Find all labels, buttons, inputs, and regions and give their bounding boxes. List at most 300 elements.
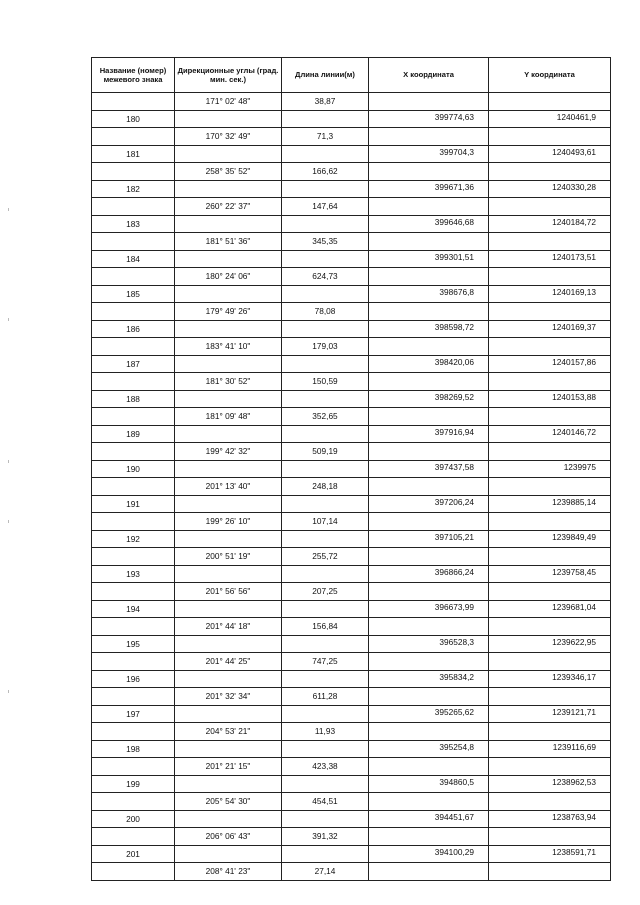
direction-angle-cell [175,320,282,338]
x-coordinate-text: 394860,5 [439,776,474,787]
mark-name-text: 187 [126,358,140,369]
line-length-cell [282,478,369,496]
mark-name-text: 192 [126,533,140,544]
x-coordinate-text: 394100,29 [434,846,474,857]
y-coordinate-cell [489,548,611,566]
direction-angle-text: 201° 44' 18" [205,621,251,632]
mark-name-cell [92,110,175,128]
y-coordinate-text: 1240169,37 [552,321,596,332]
line-length-cell [282,513,369,531]
y-coordinate-cell [489,425,611,443]
line-length-text: 107,14 [312,516,338,527]
mark-name-cell [92,758,175,776]
segment-row [92,128,611,146]
line-length-cell [282,198,369,216]
x-coordinate-cell [369,338,489,356]
line-length-cell [282,145,369,163]
x-coordinate-cell [369,425,489,443]
mark-name-cell [92,565,175,583]
line-length-cell [282,565,369,583]
line-length-text: 391,32 [312,831,338,842]
point-row [92,285,611,303]
point-row [92,145,611,163]
line-length-cell [282,723,369,741]
direction-angle-cell [175,670,282,688]
line-length-cell [282,285,369,303]
segment-row [92,233,611,251]
x-coordinate-cell [369,390,489,408]
mark-name-text: 196 [126,673,140,684]
x-coordinate-cell [369,145,489,163]
segment-row [92,198,611,216]
direction-angle-text: 201° 21' 15" [205,761,251,772]
line-length-cell [282,408,369,426]
line-length-cell [282,180,369,198]
direction-angle-cell [175,408,282,426]
mark-name-cell [92,303,175,321]
mark-name-cell [92,268,175,286]
x-coordinate-cell [369,845,489,863]
line-length-cell [282,758,369,776]
direction-angle-cell [175,618,282,636]
mark-name-text: 193 [126,568,140,579]
scan-artifact [8,520,9,523]
direction-angle-cell [175,460,282,478]
segment-row [92,513,611,531]
y-coordinate-cell [489,355,611,373]
segment-row [92,93,611,111]
mark-name-cell [92,478,175,496]
direction-angle-text: 201° 56' 56" [205,586,251,597]
line-length-cell [282,425,369,443]
mark-name-cell [92,495,175,513]
y-coordinate-cell [489,670,611,688]
direction-angle-cell [175,758,282,776]
scan-artifact [8,318,9,321]
y-coordinate-cell [489,408,611,426]
line-length-text: 207,25 [312,586,338,597]
y-coordinate-cell [489,810,611,828]
direction-angle-cell [175,215,282,233]
y-coordinate-text: 1239885,14 [552,496,596,507]
y-coordinate-cell [489,775,611,793]
mark-name-text: 191 [126,498,140,509]
y-coordinate-text: 1240184,72 [552,216,596,227]
x-coordinate-cell [369,285,489,303]
direction-angle-cell [175,530,282,548]
y-coordinate-cell [489,250,611,268]
direction-angle-cell [175,828,282,846]
x-coordinate-cell [369,495,489,513]
x-coordinate-cell [369,828,489,846]
mark-name-cell [92,338,175,356]
direction-angle-text: 204° 53' 21" [205,726,251,737]
x-coordinate-cell [369,810,489,828]
mark-name-text: 200 [126,813,140,824]
direction-angle-text: 200° 51' 19" [205,551,251,562]
line-length-text: 255,72 [312,551,338,562]
x-coordinate-text: 396866,24 [434,566,474,577]
line-length-text: 71,3 [316,131,334,142]
point-row [92,775,611,793]
x-coordinate-cell [369,110,489,128]
direction-angle-text: 170° 32' 49" [205,131,251,142]
y-coordinate-text: 1239681,04 [552,601,596,612]
x-coordinate-cell [369,215,489,233]
mark-name-cell [92,285,175,303]
line-length-cell [282,635,369,653]
x-coordinate-cell [369,688,489,706]
x-coordinate-cell [369,548,489,566]
table-body [92,93,611,881]
point-row [92,810,611,828]
mark-name-cell [92,233,175,251]
segment-row [92,478,611,496]
y-coordinate-cell [489,653,611,671]
x-coordinate-cell [369,460,489,478]
mark-name-cell [92,670,175,688]
mark-name-cell [92,810,175,828]
table-header-row [92,58,611,93]
mark-name-text: 190 [126,463,140,474]
line-length-cell [282,793,369,811]
mark-name-cell [92,793,175,811]
direction-angle-cell [175,845,282,863]
y-coordinate-cell [489,145,611,163]
line-length-cell [282,355,369,373]
mark-name-cell [92,443,175,461]
line-length-text: 156,84 [312,621,338,632]
x-coordinate-cell [369,758,489,776]
x-coordinate-text: 399774,63 [434,111,474,122]
y-coordinate-cell [489,583,611,601]
mark-name-cell [92,635,175,653]
mark-name-cell [92,828,175,846]
direction-angle-text: 260° 22' 37" [205,201,251,212]
mark-name-cell [92,600,175,618]
segment-row [92,688,611,706]
direction-angle-text: 205° 54' 30" [205,796,251,807]
direction-angle-cell [175,723,282,741]
direction-angle-text: 201° 13' 40" [205,481,251,492]
direction-angle-cell [175,810,282,828]
y-coordinate-text: 1240169,13 [552,286,596,297]
mark-name-cell [92,548,175,566]
y-coordinate-cell [489,513,611,531]
line-length-cell [282,688,369,706]
y-coordinate-cell [489,478,611,496]
mark-name-cell [92,583,175,601]
direction-angle-text: 171° 02' 48" [205,96,251,107]
line-length-text: 78,08 [314,306,336,317]
segment-row [92,723,611,741]
mark-name-cell [92,530,175,548]
x-coordinate-text: 394451,67 [434,811,474,822]
x-coordinate-cell [369,705,489,723]
x-coordinate-text: 395254,8 [439,741,474,752]
y-coordinate-text: 1240146,72 [552,426,596,437]
direction-angle-text: 206° 06' 43" [205,831,251,842]
line-length-text: 611,28 [312,691,338,702]
line-length-cell [282,548,369,566]
line-length-cell [282,863,369,881]
y-coordinate-text: 1240493,61 [552,146,596,157]
point-row [92,355,611,373]
y-coordinate-text: 1239622,95 [552,636,596,647]
line-length-text: 747,25 [312,656,338,667]
direction-angle-cell [175,635,282,653]
direction-angle-text: 199° 26' 10" [205,516,251,527]
line-length-cell [282,460,369,478]
direction-angle-cell [175,163,282,181]
point-row [92,390,611,408]
direction-angle-cell [175,198,282,216]
y-coordinate-cell [489,338,611,356]
mark-name-cell [92,460,175,478]
direction-angle-text: 258° 35' 52" [205,166,251,177]
scan-artifact [8,460,9,463]
segment-row [92,793,611,811]
x-coordinate-cell [369,600,489,618]
direction-angle-cell [175,653,282,671]
line-length-cell [282,443,369,461]
direction-angle-text: 181° 30' 52" [205,376,251,387]
direction-angle-cell [175,338,282,356]
mark-name-text: 184 [126,253,140,264]
segment-row [92,443,611,461]
direction-angle-text: 201° 32' 34" [205,691,251,702]
direction-angle-text: 180° 24' 06" [205,271,251,282]
direction-angle-cell [175,145,282,163]
mark-name-text: 182 [126,183,140,194]
x-coordinate-cell [369,250,489,268]
point-row [92,495,611,513]
direction-angle-cell [175,443,282,461]
mark-name-cell [92,355,175,373]
segment-row [92,373,611,391]
y-coordinate-cell [489,215,611,233]
line-length-cell [282,390,369,408]
y-coordinate-cell [489,268,611,286]
y-coordinate-text: 1238763,94 [552,811,596,822]
direction-angle-cell [175,705,282,723]
header-line-length: Длина линии(м) [282,58,369,93]
mark-name-cell [92,653,175,671]
y-coordinate-cell [489,530,611,548]
x-coordinate-cell [369,93,489,111]
y-coordinate-cell [489,705,611,723]
mark-name-cell [92,128,175,146]
x-coordinate-text: 397437,58 [434,461,474,472]
direction-angle-text: 181° 51' 36" [205,236,251,247]
y-coordinate-cell [489,110,611,128]
y-coordinate-cell [489,285,611,303]
y-coordinate-cell [489,180,611,198]
y-coordinate-cell [489,303,611,321]
point-row [92,530,611,548]
y-coordinate-cell [489,863,611,881]
line-length-text: 345,35 [312,236,338,247]
x-coordinate-text: 397206,24 [434,496,474,507]
x-coordinate-cell [369,355,489,373]
x-coordinate-cell [369,443,489,461]
x-coordinate-cell [369,583,489,601]
line-length-cell [282,303,369,321]
x-coordinate-cell [369,478,489,496]
line-length-cell [282,495,369,513]
point-row [92,180,611,198]
line-length-cell [282,163,369,181]
segment-row [92,268,611,286]
line-length-cell [282,653,369,671]
line-length-cell [282,128,369,146]
line-length-text: 423,38 [312,761,338,772]
line-length-cell [282,338,369,356]
x-coordinate-cell [369,513,489,531]
x-coordinate-cell [369,268,489,286]
y-coordinate-text: 1239346,17 [552,671,596,682]
line-length-cell [282,583,369,601]
segment-row [92,163,611,181]
mark-name-cell [92,163,175,181]
line-length-text: 624,73 [312,271,338,282]
x-coordinate-cell [369,320,489,338]
mark-name-cell [92,215,175,233]
x-coordinate-cell [369,373,489,391]
line-length-text: 166,62 [312,166,338,177]
scan-artifact [8,208,9,211]
y-coordinate-cell [489,233,611,251]
y-coordinate-cell [489,565,611,583]
y-coordinate-cell [489,320,611,338]
y-coordinate-text: 1240330,28 [552,181,596,192]
mark-name-text: 201 [126,848,140,859]
header-mark-name: Название (номер) межевого знака [92,58,175,93]
x-coordinate-cell [369,303,489,321]
x-coordinate-cell [369,618,489,636]
mark-name-cell [92,845,175,863]
line-length-cell [282,705,369,723]
line-length-text: 352,65 [312,411,338,422]
line-length-cell [282,93,369,111]
mark-name-cell [92,688,175,706]
x-coordinate-cell [369,670,489,688]
x-coordinate-text: 399671,36 [434,181,474,192]
direction-angle-cell [175,233,282,251]
x-coordinate-cell [369,198,489,216]
line-length-cell [282,320,369,338]
line-length-text: 27,14 [314,866,336,877]
mark-name-cell [92,250,175,268]
line-length-cell [282,268,369,286]
y-coordinate-cell [489,635,611,653]
mark-name-cell [92,320,175,338]
x-coordinate-text: 399704,3 [439,146,474,157]
mark-name-text: 194 [126,603,140,614]
direction-angle-cell [175,583,282,601]
direction-angle-text: 181° 09' 48" [205,411,251,422]
segment-row [92,303,611,321]
point-row [92,320,611,338]
direction-angle-cell [175,775,282,793]
x-coordinate-cell [369,163,489,181]
mark-name-text: 195 [126,638,140,649]
y-coordinate-cell [489,93,611,111]
x-coordinate-text: 398598,72 [434,321,474,332]
direction-angle-cell [175,600,282,618]
point-row [92,110,611,128]
line-length-text: 11,93 [314,726,336,737]
y-coordinate-cell [489,688,611,706]
y-coordinate-cell [489,758,611,776]
line-length-cell [282,110,369,128]
direction-angle-cell [175,495,282,513]
y-coordinate-cell [489,443,611,461]
header-direction-angle: Дирекционные углы (град. мин. сек.) [175,58,282,93]
x-coordinate-text: 399301,51 [434,251,474,262]
mark-name-cell [92,425,175,443]
x-coordinate-text: 398676,8 [439,286,474,297]
x-coordinate-text: 398420,06 [434,356,474,367]
y-coordinate-cell [489,828,611,846]
direction-angle-cell [175,425,282,443]
x-coordinate-cell [369,863,489,881]
x-coordinate-text: 397105,21 [434,531,474,542]
point-row [92,215,611,233]
y-coordinate-cell [489,198,611,216]
boundary-coordinates-table [91,57,611,881]
x-coordinate-cell [369,775,489,793]
direction-angle-cell [175,110,282,128]
direction-angle-cell [175,688,282,706]
mark-name-text: 189 [126,428,140,439]
y-coordinate-cell [489,740,611,758]
x-coordinate-text: 399646,68 [434,216,474,227]
mark-name-cell [92,145,175,163]
header-y-coordinate: Y координата [489,58,611,93]
direction-angle-cell [175,513,282,531]
x-coordinate-text: 397916,94 [434,426,474,437]
x-coordinate-text: 398269,52 [434,391,474,402]
direction-angle-cell [175,303,282,321]
line-length-cell [282,828,369,846]
point-row [92,565,611,583]
line-length-text: 147,64 [312,201,338,212]
direction-angle-text: 183° 41' 10" [205,341,251,352]
line-length-cell [282,618,369,636]
direction-angle-cell [175,793,282,811]
point-row [92,845,611,863]
header-x-coordinate: X координата [369,58,489,93]
y-coordinate-cell [489,373,611,391]
mark-name-cell [92,863,175,881]
line-length-cell [282,250,369,268]
segment-row [92,828,611,846]
direction-angle-cell [175,565,282,583]
point-row [92,460,611,478]
y-coordinate-text: 1240173,51 [552,251,596,262]
line-length-text: 150,59 [312,376,338,387]
mark-name-cell [92,408,175,426]
x-coordinate-cell [369,635,489,653]
mark-name-cell [92,775,175,793]
x-coordinate-cell [369,565,489,583]
mark-name-cell [92,93,175,111]
mark-name-cell [92,373,175,391]
mark-name-text: 199 [126,778,140,789]
y-coordinate-cell [489,390,611,408]
mark-name-cell [92,705,175,723]
